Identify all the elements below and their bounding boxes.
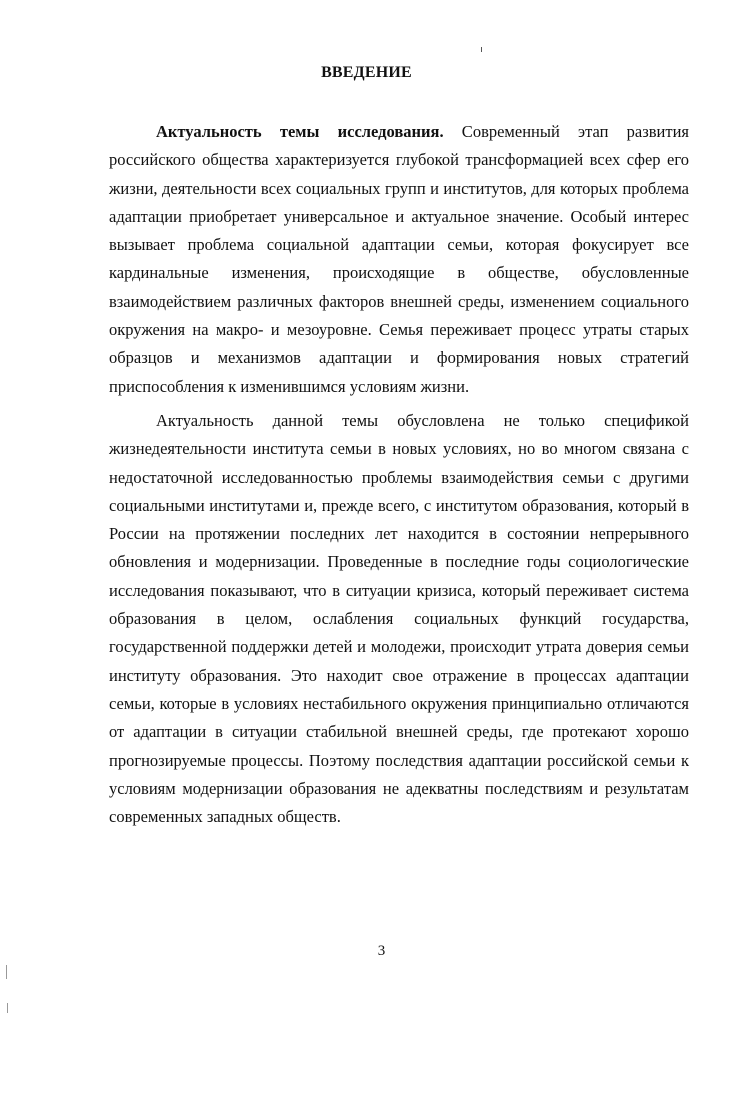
scan-speck: [481, 47, 482, 52]
section-title: ВВЕДЕНИЕ: [321, 64, 412, 81]
paragraph-text: Актуальность данной темы обусловлена не только спецификой жизнедеятельности института семьи в новых условиях, но во многом связана с недостаточной исследованностью проблемы взаимодействия семьи с другими социальными институтами и, прежде всего, с институтом образования, который в России на протяжении последних лет находится в состоянии непрерывного обновления и модернизации. Проведенные в последние годы социологические исследования показывают, что в ситуации кризиса, который переживает система образования в целом, ослабления социальных функций государства, государственной поддержки детей и молодежи, происходит утрата доверия семьи институту образования. Это находит свое отражение в процессах адаптации семьи, которые в условиях нестабильного окружения принципиально отличаются от адаптации в ситуации стабильной внешней среды, где протекают хорошо прогнозируемые процессы. Поэтому последствия адаптации российской семьи к условиям модернизации образования не адекватны последствиям и результатам современных западных обществ.: [109, 410, 689, 827]
page-number: 3: [377, 943, 386, 959]
body-text: [109, 118, 689, 837]
paragraph-text: Современный этап развития российского общества характеризуется глубокой трансформацией всех сфер его жизни, деятельности всех социальных групп и институтов, для которых проблема адаптации приобретает универсальное и актуальное значение. Особый интерес вызывает проблема социальной адаптации семьи, которая фокусирует все кардинальные изменения, происходящие в обществе, обусловленные взаимодействием различных факторов внешней среды, изменением социального окружения на макро- и мезоуровне. Семья переживает процесс утраты старых образцов и механизмов адаптации и формирования новых стратегий приспособления к изменившимся условиям жизни.: [109, 122, 690, 396]
scan-speck: [7, 1003, 8, 1013]
paragraph-lead-heading: Актуальность темы исследования.: [156, 122, 444, 141]
paragraph-relevance-topic: [109, 118, 689, 401]
scan-speck: [6, 965, 7, 979]
paragraph-relevance-details: [109, 407, 689, 831]
